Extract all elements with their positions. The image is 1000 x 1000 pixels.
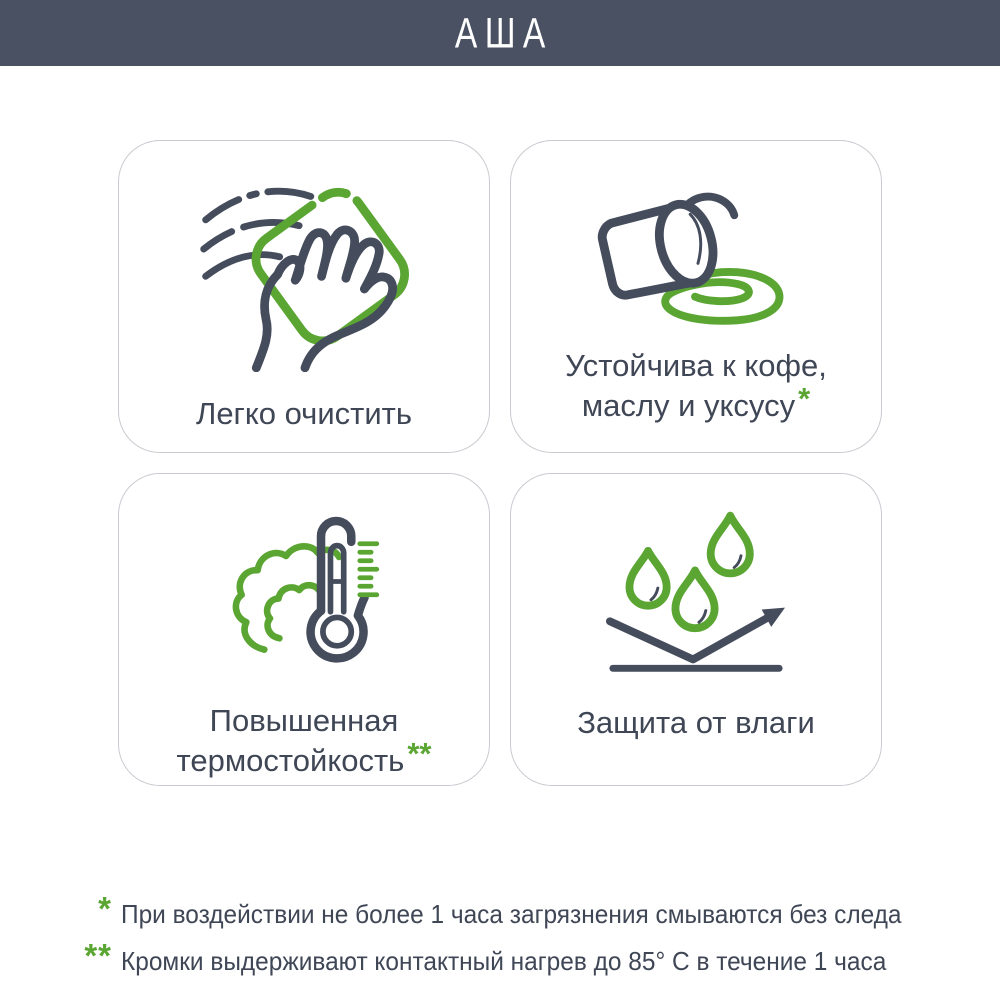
card-label [196,372,412,456]
asterisk-suffix: * [798,381,811,416]
card-icon-area [521,167,871,344]
feature-cards-grid [118,140,882,786]
card-icon-area [129,167,479,372]
card-easy-clean [118,140,490,453]
label-line-1: Защита от влаги [577,705,815,740]
label-line-2: маслу и уксусу* [581,381,811,423]
label-line-1: Устойчива к кофе, [565,348,827,383]
header-bar [0,0,1000,66]
label-line-2: термостойкость** [176,736,432,778]
wipe-hand-icon [192,167,416,372]
card-moisture-protection [510,473,882,786]
label-line-1: Легко очистить [195,396,413,431]
asterisk-marker: ** [84,937,112,974]
footnote-text: Кромки выдерживают контактный нагрев до 85° С в течение 1 часа [121,946,887,976]
label-line-1: Повышенная [209,703,399,738]
brand-title: АША [454,8,553,57]
water-drops-icon [598,500,794,681]
footnotes [58,892,958,986]
card-label [577,681,815,765]
card-label [177,699,432,783]
card-heat-resistant [118,473,490,786]
card-icon-area [129,500,479,699]
footnote-text: При воздействии не более 1 часа загрязнения смываются без следа [121,899,902,929]
footnote-2 [58,939,958,986]
card-label [565,344,827,428]
card-icon-area [521,500,871,681]
footnote-1 [58,892,958,939]
thermometer-steam-icon [200,500,408,699]
asterisk-marker: * [98,890,112,927]
asterisk-suffix: ** [407,736,432,771]
spilled-cup-icon [588,167,804,344]
card-stain-resistant [510,140,882,453]
